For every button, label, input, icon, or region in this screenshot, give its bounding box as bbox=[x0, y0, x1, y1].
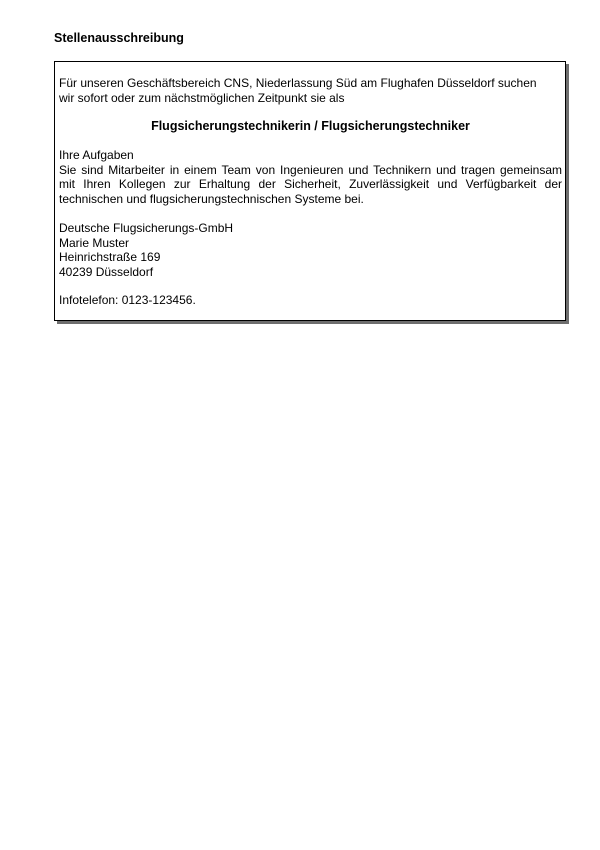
address-street: Heinrichstraße 169 bbox=[59, 250, 161, 264]
document-heading: Stellenausschreibung bbox=[54, 31, 184, 45]
job-posting-box bbox=[54, 61, 566, 321]
address-contact: Marie Muster bbox=[59, 235, 130, 250]
job-title: Flugsicherungstechnikerin / Flugsicherungstechniker bbox=[151, 119, 470, 133]
address-city: 40239 Düsseldorf bbox=[59, 264, 154, 279]
contact-address bbox=[59, 221, 562, 279]
tasks-paragraph: Sie sind Mitarbeiter in einem Team von Ingenieuren und Technikern und tragen gemeinsam mit Ihren Kollegen zur Erhaltung der Sicherheit, Zuverlässigkeit und Verfügbarkeit der technischen und flugsicherungstechnischen Systeme bei. bbox=[59, 162, 562, 206]
tasks-heading: Ihre Aufgaben bbox=[59, 148, 134, 162]
intro-line-2: wir sofort oder zum nächstmöglichen Zeitpunkt sie als bbox=[59, 90, 345, 105]
intro-line-1: Für unseren Geschäftsbereich CNS, Niederlassung Süd am Flughafen Düsseldorf suchen bbox=[59, 76, 537, 90]
address-company: Deutsche Flugsicherungs-GmbH bbox=[59, 221, 234, 235]
info-phone: Infotelefon: 0123-123456. bbox=[59, 293, 196, 307]
intro-paragraph bbox=[59, 76, 562, 105]
